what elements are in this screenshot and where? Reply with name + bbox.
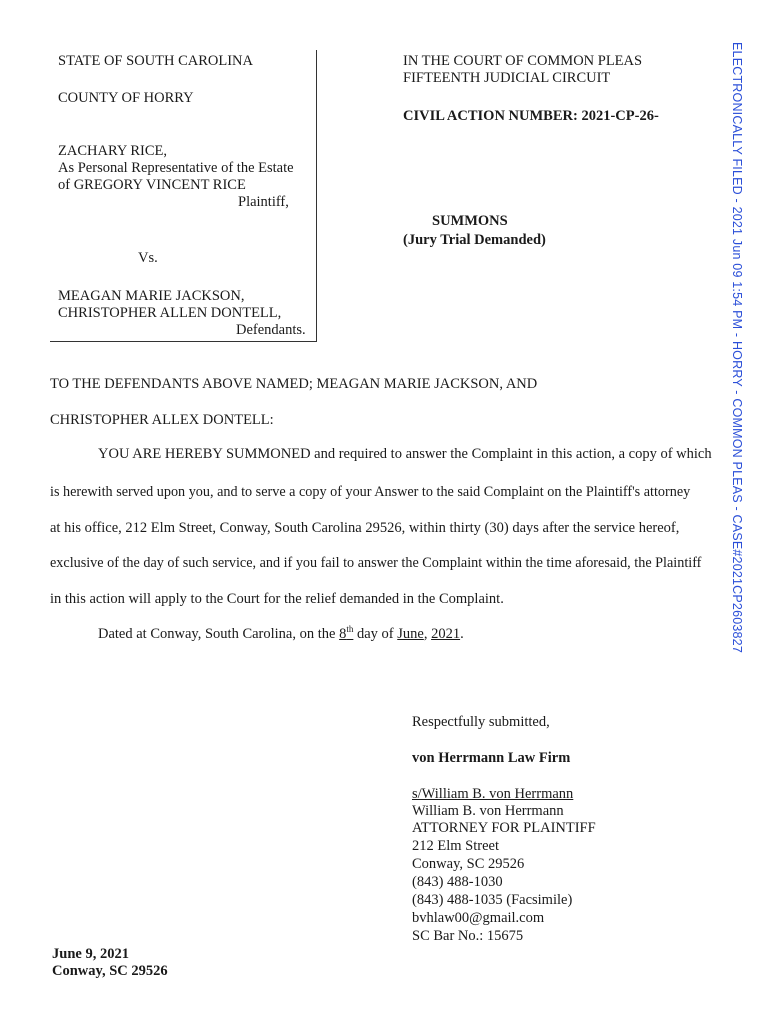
dated-line <box>98 626 464 643</box>
state-heading: STATE OF SOUTH CAROLINA <box>58 53 253 69</box>
defendant-role: Defendants. <box>236 322 306 338</box>
plaintiff-description: As Personal Representative of the Estate <box>58 160 294 176</box>
closing: Respectfully submitted, <box>412 714 550 730</box>
defendant-1: MEAGAN MARIE JACKSON, <box>58 288 245 304</box>
dated-sep: , <box>423 626 432 642</box>
document-subtitle: (Jury Trial Demanded) <box>403 232 546 248</box>
county-heading: COUNTY OF HORRY <box>58 90 194 106</box>
fax-number: (843) 488-1035 (Facsimile) <box>412 892 573 908</box>
versus-label: Vs. <box>138 250 158 266</box>
dated-day-number: 8 <box>339 626 347 642</box>
civil-action-number: CIVIL ACTION NUMBER: 2021-CP-26- <box>403 108 659 124</box>
electronic-signature: s/William B. von Herrmann <box>412 786 574 802</box>
footer-date: June 9, 2021 <box>52 946 129 962</box>
bar-number: SC Bar No.: 15675 <box>412 928 524 944</box>
attorney-title: ATTORNEY FOR PLAINTIFF <box>412 820 596 836</box>
caption-divider-horizontal <box>50 341 316 342</box>
address-street: 212 Elm Street <box>412 838 499 854</box>
caption-divider-vertical <box>316 50 317 342</box>
addressee-line-2: CHRISTOPHER ALLEX DONTELL: <box>50 412 274 428</box>
document-title: SUMMONS <box>432 213 508 229</box>
plaintiff-description-2: of GREGORY VINCENT RICE <box>58 177 246 193</box>
dated-prefix: Dated at Conway, South Carolina, on the <box>98 626 340 642</box>
dated-month: June <box>397 626 424 642</box>
summons-paragraph-line-5: in this action will apply to the Court for the relief demanded in the Complaint. <box>50 591 504 607</box>
summons-paragraph-line-2: is herewith served upon you, and to serve a copy of your Answer to the said Complaint on the Plaintiff's attorney <box>50 484 691 500</box>
dated-year: 2021 <box>431 626 461 642</box>
law-firm-name: von Herrmann Law Firm <box>412 750 571 766</box>
dated-day <box>339 626 353 642</box>
dated-end: . <box>460 626 464 642</box>
dated-day-suffix: th <box>346 624 354 635</box>
defendant-2: CHRISTOPHER ALLEN DONTELL, <box>58 305 282 321</box>
address-city: Conway, SC 29526 <box>412 856 525 872</box>
summons-paragraph-line-4: exclusive of the day of such service, and if you fail to answer the Complaint within the time aforesaid, the Plaintiff <box>50 555 702 571</box>
phone-number: (843) 488-1030 <box>412 874 503 890</box>
electronic-filing-stamp: ELECTRONICALLY FILED - 2021 Jun 09 1:54 PM - HORRY - COMMON PLEAS - CASE#2021CP2603827 <box>730 42 744 653</box>
plaintiff-name: ZACHARY RICE, <box>58 143 168 159</box>
attorney-name: William B. von Herrmann <box>412 803 564 819</box>
summons-paragraph-line-3: at his office, 212 Elm Street, Conway, South Carolina 29526, within thirty (30) days after the service hereof, <box>50 520 680 536</box>
judicial-circuit: FIFTEENTH JUDICIAL CIRCUIT <box>403 70 611 86</box>
summons-paragraph-line-1: YOU ARE HEREBY SUMMONED and required to answer the Complaint in this action, a copy of which <box>98 446 712 462</box>
footer-place: Conway, SC 29526 <box>52 963 168 979</box>
addressee-line-1: TO THE DEFENDANTS ABOVE NAMED; MEAGAN MARIE JACKSON, AND <box>50 376 538 392</box>
court-name: IN THE COURT OF COMMON PLEAS <box>403 53 643 69</box>
plaintiff-role: Plaintiff, <box>238 194 289 210</box>
email-address: bvhlaw00@gmail.com <box>412 910 545 926</box>
dated-mid: day of <box>353 626 398 642</box>
